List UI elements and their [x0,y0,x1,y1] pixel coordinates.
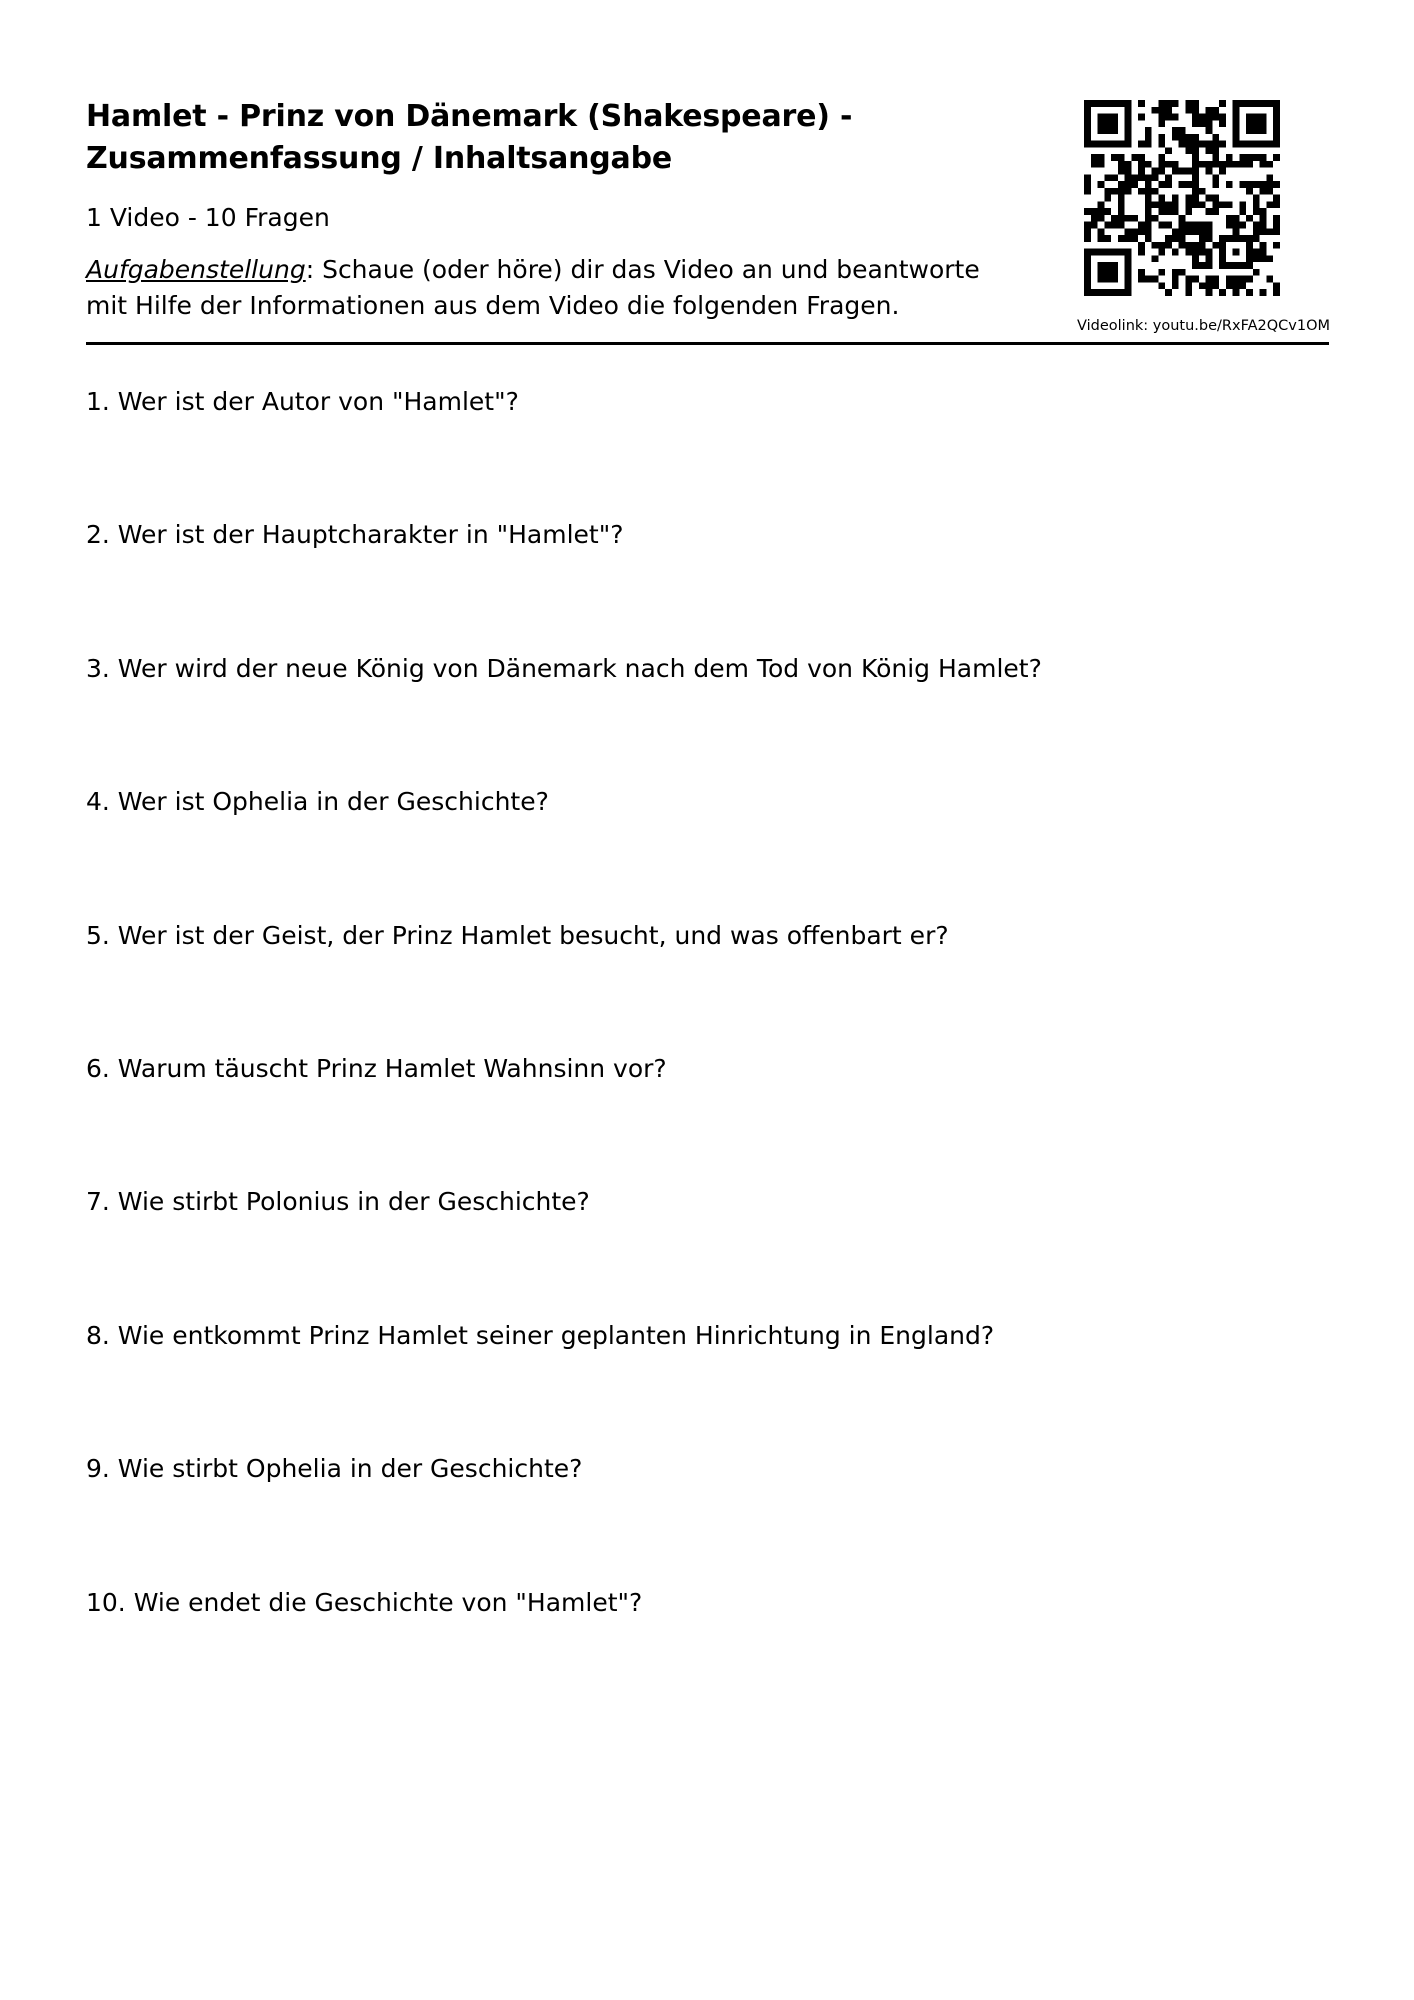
question-list [86,384,1326,1718]
qr-code-icon [1084,100,1280,296]
task-text-line-2: mit Hilfe der Informationen aus dem Video die folgenden Fragen. [86,291,900,320]
question-item: 9. Wie stirbt Ophelia in der Geschichte? [86,1454,583,1484]
video-link: Videolink: youtu.be/RxFA2QCv1OM [1077,318,1330,334]
page-title [86,96,1046,180]
question-item: 10. Wie endet die Geschichte von "Hamlet"? [86,1587,643,1617]
title-line-2: Zusammenfassung / Inhaltsangabe [86,141,673,176]
task-label: Aufgabenstellung [86,255,306,284]
task-instructions [86,252,1046,324]
worksheet-header [86,96,1046,324]
question-item: 1. Wer ist der Autor von "Hamlet"? [86,387,519,416]
question-item: 8. Wie entkommt Prinz Hamlet seiner geplanten Hinrichtung in England? [86,1320,995,1350]
question-item: 5. Wer ist der Geist, der Prinz Hamlet besucht, und was offenbart er? [86,920,949,950]
question-item: 4. Wer ist Ophelia in der Geschichte? [86,787,549,817]
question-item: 2. Wer ist der Hauptcharakter in "Hamlet"? [86,520,624,550]
question-item: 3. Wer wird der neue König von Dänemark nach dem Tod von König Hamlet? [86,653,1042,683]
question-item: 7. Wie stirbt Polonius in der Geschichte? [86,1187,590,1217]
video-question-count: 1 Video - 10 Fragen [86,203,330,232]
header-divider [86,342,1329,345]
task-text-line-1: : Schaue (oder höre) dir das Video an und beantworte [305,255,980,284]
title-line-1: Hamlet - Prinz von Dänemark (Shakespeare) - [86,99,853,134]
question-item: 6. Warum täuscht Prinz Hamlet Wahnsinn vor? [86,1053,667,1083]
